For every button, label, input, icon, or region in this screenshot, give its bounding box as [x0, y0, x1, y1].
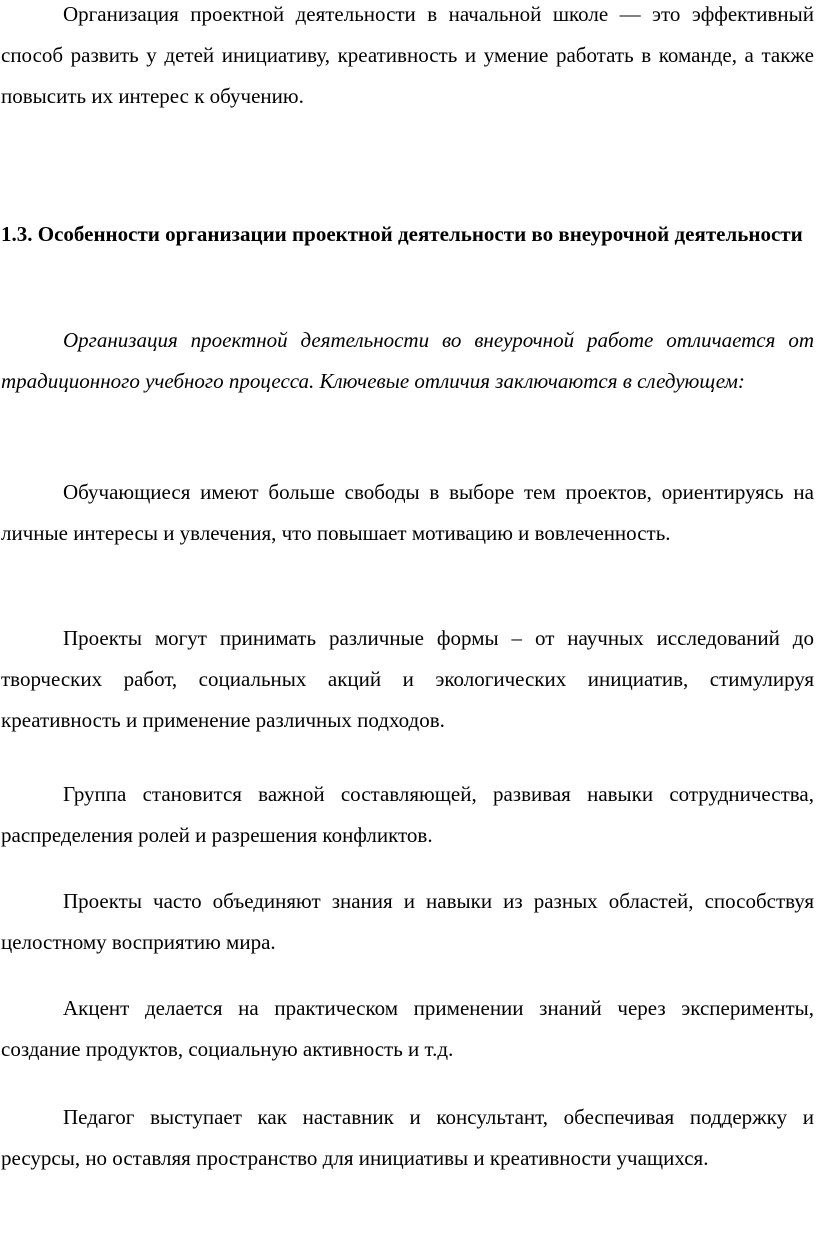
point-paragraph-integration: Проекты часто объединяют знания и навыки из разных областей, способствуя целостному восприятию мира.: [1, 889, 814, 954]
point-paragraph-group: Группа становится важной составляющей, развивая навыки сотрудничества, распределения ролей и разрешения конфликтов.: [1, 782, 814, 847]
point-paragraph-practice: Акцент делается на практическом применении знаний через эксперименты, создание продуктов, социальную активность и т.д.: [1, 996, 814, 1061]
lead-paragraph: Организация проектной деятельности во внеурочной работе отличается от традиционного учебного процесса. Ключевые отличия заключаются в следующем:: [1, 328, 814, 393]
point-paragraph-freedom: Обучающиеся имеют больше свободы в выборе тем проектов, ориентируясь на личные интересы и увлечения, что повышает мотивацию и вовлеченность.: [1, 480, 814, 545]
section-heading: 1.3. Особенности организации проектной деятельности во внеурочной деятельности: [1, 222, 803, 246]
intro-paragraph: Организация проектной деятельности в начальной школе — это эффективный способ развить у детей инициативу, креативность и умение работать в команде, а также повысить их интерес к обучению.: [1, 2, 814, 108]
point-paragraph-teacher: Педагог выступает как наставник и консультант, обеспечивая поддержку и ресурсы, но оставляя пространство для инициативы и креативности учащихся.: [1, 1105, 814, 1170]
point-paragraph-forms: Проекты могут принимать различные формы – от научных исследований до творческих работ, социальных акций и экологических инициатив, стимулируя креативность и применение различных подходов.: [1, 626, 814, 732]
